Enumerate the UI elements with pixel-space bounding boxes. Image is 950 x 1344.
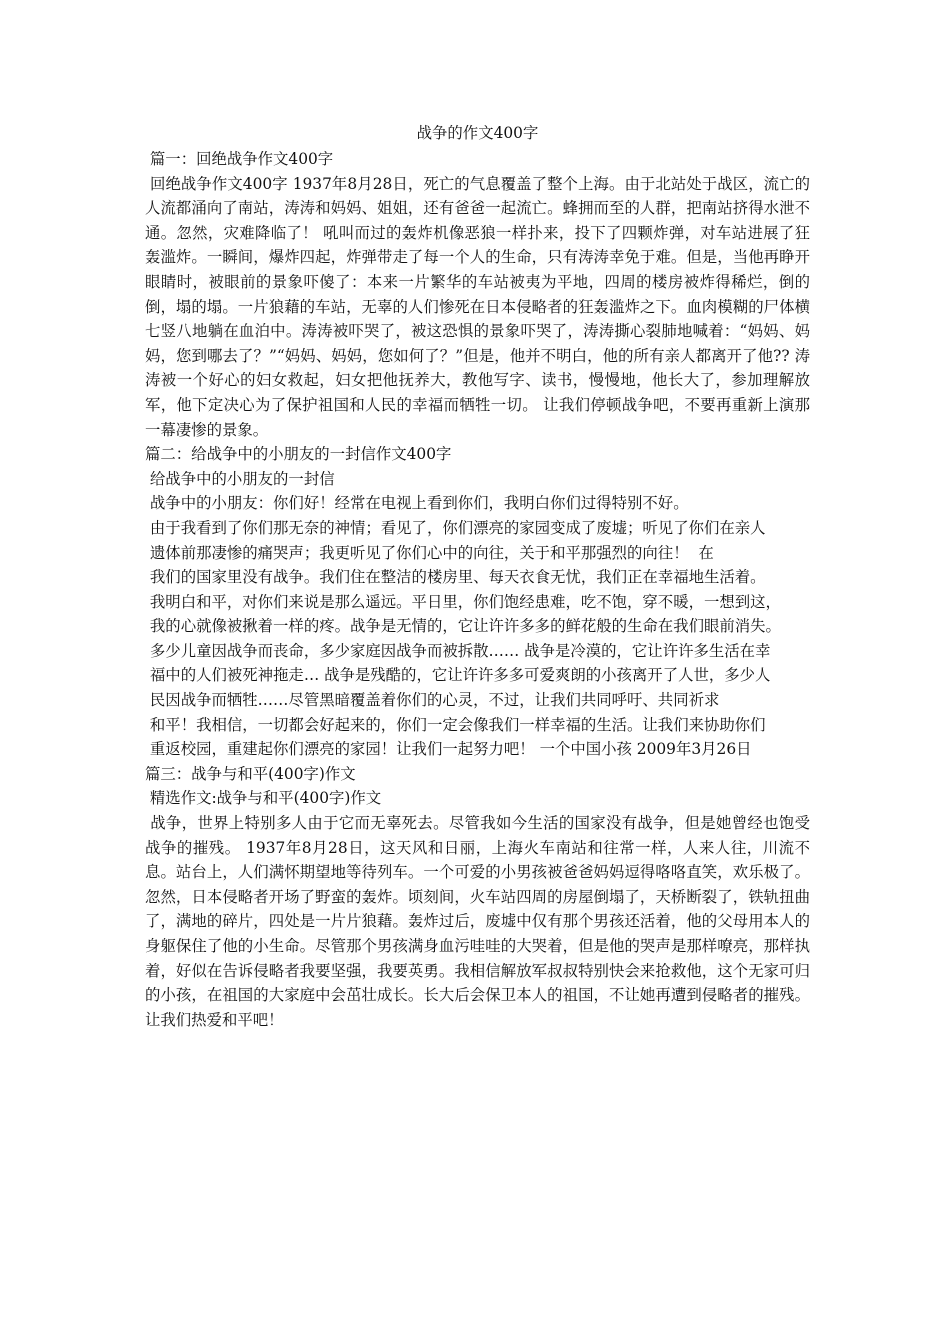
section2-line: 遗体前那凄惨的痛哭声；我更听见了你们心中的向往，关于和平那强烈的向往！ 在 [145,543,714,562]
section3-paragraph: 战争，世界上特别多人由于它而无辜死去。尽管我如今生活的国家没有战争，但是她曾经也饱受战争的摧残。 1937年8月28日，这天风和日丽，上海火车南站和往常一样，人来人往，川流不息。站台上，人们满怀期望地等待列车。一个可爱的小男孩被爸爸妈妈逗得咯咯直笑，欢乐极了。忽然，日本侵略者开场了野蛮的轰炸。顷刻间，火车站四周的房屋倒塌了，天桥断裂了，铁轨扭曲了，满地的碎片，四处是一片片狼藉。轰炸过后，废墟中仅有那个男孩还活着，他的父母用本人的身躯保住了他的小生命。尽管那个男孩满身血污哇哇的大哭着，但是他的哭声是那样嘹亮，那样执着，好似在告诉侵略者我要坚强，我要英勇。我相信解放军叔叔特别快会来抢救他，这个无家可归的小孩，在祖国的大家庭中会茁壮成长。长大后会保卫本人的祖国，不让她再遭到侵略者的摧残。 让我们热爱和平吧！ [145,814,815,1029]
section2-line: 我明白和平，对你们来说是那么遥远。平日里，你们饱经患难，吃不饱，穿不暖，一想到这， [145,592,781,611]
section1-heading: 篇一：回绝战争作文400字 [145,150,334,168]
document-body [145,121,815,1032]
section2-line: 民因战争而牺牲……尽管黑暗覆盖着你们的心灵，不过，让我们共同呼吁、共同祈求 [145,691,720,710]
section2-line: 和平！我相信，一切都会好起来的，你们一定会像我们一样幸福的生活。让我们来协助你们 [145,715,766,734]
section2-line: 福中的人们被死神拖走… 战争是残酷的，它让许许多多可爱爽朗的小孩离开了人世，多少人 [145,666,771,685]
section2-line: 多少儿童因战争而丧命，多少家庭因战争而被拆散…… 战争是冷漠的，它让许许多生活在幸 [145,641,771,660]
section1-paragraph: 回绝战争作文400字 1937年8月28日，死亡的气息覆盖了整个上海。由于北站处于战区，流亡的人流都涌向了南站，涛涛和妈妈、姐姐，还有爸爸一起流亡。蜂拥而至的人群，把南站挤得水泄不通。忽然，灾难降临了！ 吼叫而过的轰炸机像恶狼一样扑来，投下了四颗炸弹，对车站进展了狂轰滥炸。一瞬间，爆炸四起，炸弹带走了每一个人的生命，只有涛涛幸免于难。但是，当他再睁开眼睛时，被眼前的景象吓傻了：本来一片繁华的车站被夷为平地，四周的楼房被炸得稀烂，倒的倒，塌的塌。一片狼藉的车站，无辜的人们惨死在日本侵略者的狂轰滥炸之下。血肉模糊的尸体横七竖八地躺在血泊中。涛涛被吓哭了，被这恐惧的景象吓哭了，涛涛撕心裂肺地喊着：“妈妈、妈妈，您到哪去了？”“妈妈、妈妈，您如何了？”但是，他并不明白，他的所有亲人都离开了他?? 涛涛被一个好心的妇女救起，妇女把他抚养大，教他写字、读书，慢慢地，他长大了，参加理解放军，他下定决心为了保护祖国和人民的幸福而牺牲一切。 让我们停顿战争吧，不要再重新上演那一幕凄惨的景象。 [145,174,810,439]
section2-line: 由于我看到了你们那无奈的神情；看见了，你们漂亮的家园变成了废墟；听见了你们在亲人 [145,518,766,537]
section2-line: 战争中的小朋友：你们好！经常在电视上看到你们，我明白你们过得特别不好。 [145,494,689,513]
section3-subheading: 精选作文:战争与和平(400字)作文 [145,789,382,808]
section2-line: 重返校园，重建起你们漂亮的家园！让我们一起努力吧！ 一个中国小孩 2009年3月26日 [145,740,752,759]
section2-line: 我们的国家里没有战争。我们住在整洁的楼房里、每天衣食无忧，我们正在幸福地生活着。 [145,568,766,587]
section2-line: 我的心就像被揪着一样的疼。战争是无情的，它让许许多多的鲜花般的生命在我们眼前消失。 [145,617,781,636]
section2-heading: 篇二：给战争中的小朋友的一封信作文400字 [145,445,452,464]
section3-heading: 篇三：战争与和平(400字)作文 [145,764,356,783]
section2-line: 给战争中的小朋友的一封信 [145,469,335,488]
document-title: 战争的作文400字 [416,124,539,142]
